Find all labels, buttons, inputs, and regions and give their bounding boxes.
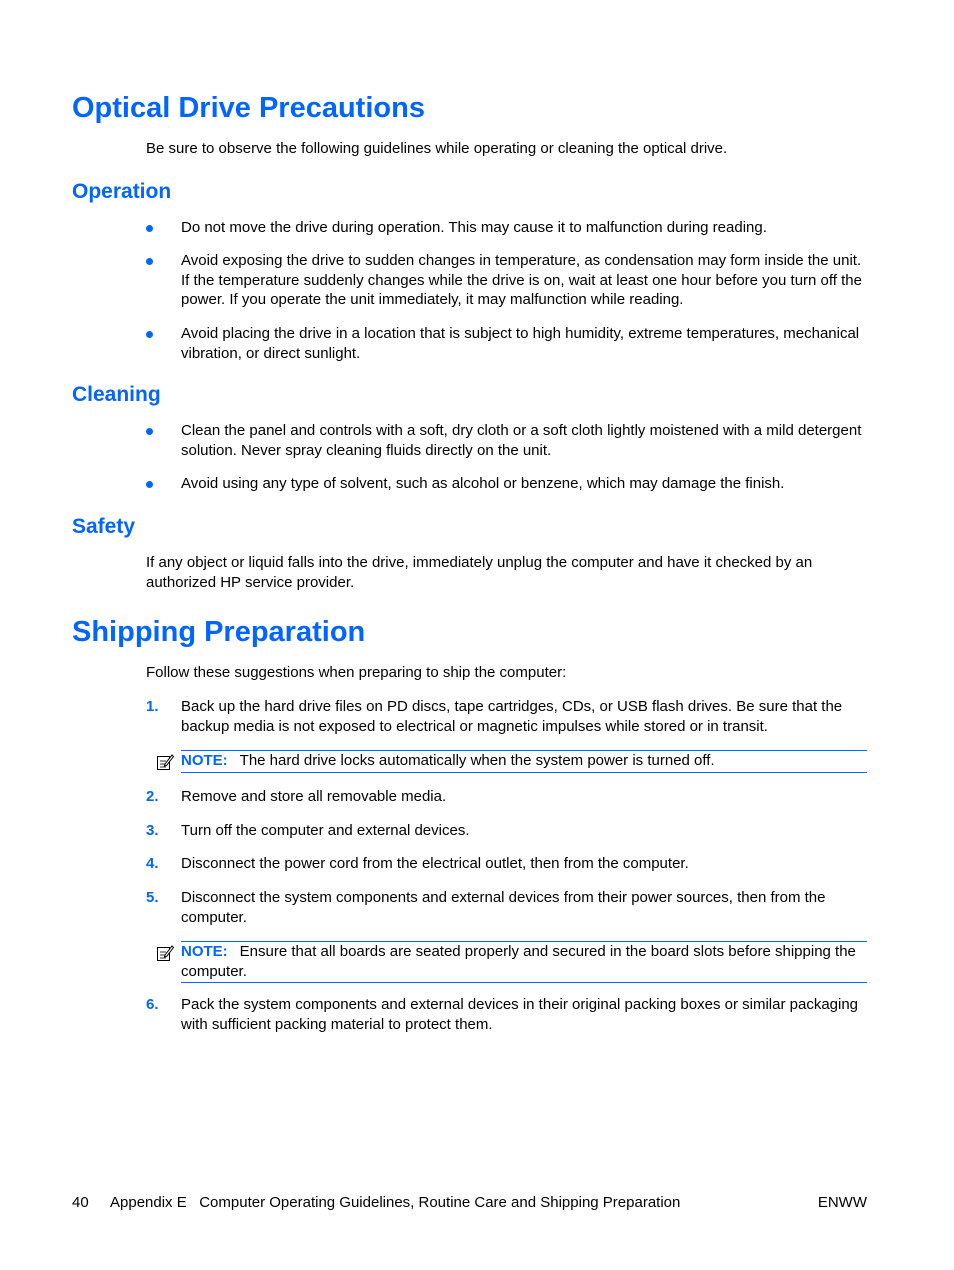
intro-paragraph: Be sure to observe the following guidelines while operating or cleaning the optical drive. — [146, 140, 728, 157]
note-label: NOTE: — [181, 943, 228, 960]
safety-paragraph: If any object or liquid falls into the drive, immediately unplug the computer and have it checked by an authorized HP service provider. — [146, 554, 813, 591]
list-item — [146, 821, 876, 841]
list-item — [146, 697, 876, 736]
step-number: 1. — [146, 698, 159, 715]
step-number: 3. — [146, 822, 159, 839]
heading-operation: Operation — [72, 180, 172, 203]
step-text: Turn off the computer and external devices. — [181, 822, 470, 839]
step-text: Pack the system components and external devices in their original packing boxes or similar packaging with sufficient packing material to protect them. — [181, 996, 859, 1033]
page-title: Optical Drive Precautions — [72, 92, 425, 124]
bullet-icon — [146, 258, 153, 265]
note-label: NOTE: — [181, 752, 228, 769]
shipping-intro: Follow these suggestions when preparing to ship the computer: — [146, 664, 567, 681]
list-item — [146, 421, 876, 460]
note-box — [181, 941, 867, 983]
list-item-text: Avoid exposing the drive to sudden changes in temperature, as condensation may form inside the unit. If the temperature suddenly changes while the drive is on, wait at least one hour before you turn off the power. If you operate the unit immediately, it may malfunction while reading. — [181, 252, 862, 308]
note-text: The hard drive locks automatically when the system power is turned off. — [239, 752, 715, 769]
list-item — [146, 324, 876, 363]
list-item — [146, 888, 876, 927]
list-item-text: Do not move the drive during operation. This may cause it to malfunction during reading. — [181, 219, 767, 236]
list-item — [146, 474, 876, 494]
step-text: Remove and store all removable media. — [181, 788, 447, 805]
list-item-text: Avoid using any type of solvent, such as alcohol or benzene, which may damage the finish. — [181, 475, 785, 492]
step-text: Back up the hard drive files on PD discs, tape cartridges, CDs, or USB flash drives. Be sure that the backup media is not exposed to electrical or magnetic impulses while stored or in transit. — [181, 698, 843, 735]
bullet-icon — [146, 428, 153, 435]
footer-title: Appendix E Computer Operating Guidelines, Routine Care and Shipping Preparation — [110, 1194, 681, 1211]
heading-safety: Safety — [72, 515, 136, 538]
step-number: 6. — [146, 996, 159, 1013]
step-text: Disconnect the power cord from the electrical outlet, then from the computer. — [181, 855, 689, 872]
step-text: Disconnect the system components and external devices from their power sources, then from the computer. — [181, 889, 826, 926]
note-box — [181, 750, 867, 773]
note-text: Ensure that all boards are seated properly and secured in the board slots before shipping the computer. — [181, 943, 856, 980]
list-item — [146, 218, 876, 238]
step-number: 5. — [146, 889, 159, 906]
step-number: 4. — [146, 855, 159, 872]
list-item-text: Clean the panel and controls with a soft, dry cloth or a soft cloth lightly moistened with a mild detergent solution. Never spray cleaning fluids directly on the unit. — [181, 422, 862, 459]
bullet-icon — [146, 331, 153, 338]
note-pencil-icon — [156, 753, 174, 771]
bullet-icon — [146, 225, 153, 232]
list-item — [146, 787, 876, 807]
page-number: 40 — [72, 1194, 89, 1211]
footer-code: ENWW — [817, 1194, 867, 1211]
note-pencil-icon — [156, 944, 174, 962]
list-item — [146, 995, 876, 1034]
list-item — [146, 854, 876, 874]
heading-cleaning: Cleaning — [72, 383, 161, 406]
step-number: 2. — [146, 788, 159, 805]
bullet-icon — [146, 481, 153, 488]
list-item — [146, 251, 876, 310]
list-item-text: Avoid placing the drive in a location that is subject to high humidity, extreme temperatures, mechanical vibration, or direct sunlight. — [181, 325, 860, 362]
section-title-shipping: Shipping Preparation — [72, 616, 366, 648]
